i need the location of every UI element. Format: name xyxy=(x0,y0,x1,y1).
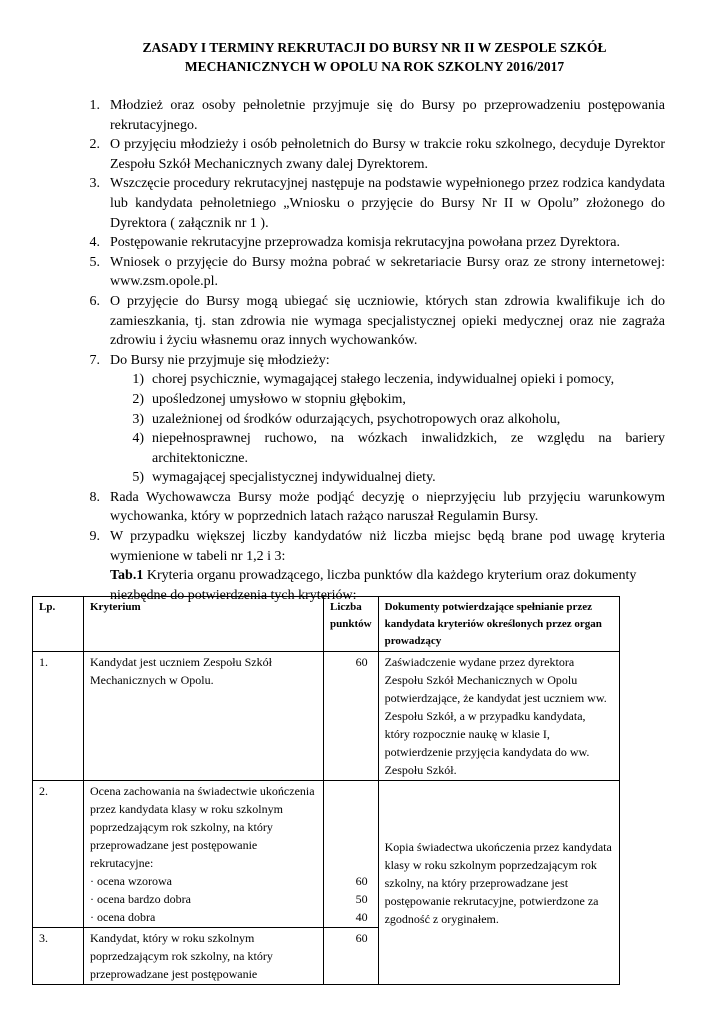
exclusion-text: niepełnosprawnej ruchowo, na wózkach inwalidzkich, ze względu na bariery architektoniczne. xyxy=(152,431,665,466)
exclusion-text: wymagającej specjalistycznej indywidualnej diety. xyxy=(152,470,436,486)
rule-item xyxy=(80,488,665,527)
title-line-1: ZASADY I TERMINY REKRUTACJI DO BURSY NR II W ZESPOLE SZKÓŁ xyxy=(142,40,607,55)
criteria-table xyxy=(32,596,620,985)
rule-number: 8. xyxy=(89,489,100,505)
exclusion-list xyxy=(110,370,665,488)
table-header-row xyxy=(33,597,620,652)
rule-item xyxy=(80,292,665,351)
table-row xyxy=(33,652,620,781)
grade-option: · ocena bardzo dobra xyxy=(90,892,191,906)
rule-text: Rada Wychowawcza Bursy może podjąć decyzję o nieprzyjęciu lub przyjęciu warunkowym wychowanka, który w poprzednich latach rażąco naruszał Regulamin Bursy. xyxy=(110,489,665,525)
title-line-2: MECHANICZNYCH W OPOLU NA ROK SZKOLNY 2016/2017 xyxy=(184,59,565,74)
exclusion-number: 2) xyxy=(132,391,144,407)
rule-item xyxy=(80,253,665,292)
rules-list xyxy=(80,96,665,566)
header-documents: Dokumenty potwierdzające spełnianie przez kandydata kryteriów określonych przez organ prowadzący xyxy=(378,597,619,652)
rule-number: 1. xyxy=(89,98,100,113)
rule-item xyxy=(80,135,665,174)
rule-number: 7. xyxy=(89,352,100,368)
header-criterion: Kryterium xyxy=(84,597,324,652)
rule-text: Wniosek o przyjęcie do Bursy można pobrać w sekretariacie Bursy oraz ze strony internetowej: www.zsm.opole.pl. xyxy=(110,254,665,290)
rule-item xyxy=(80,96,665,135)
grade-points: 50 xyxy=(355,892,368,906)
exclusion-text: upośledzonej umysłowo w stopniu głębokim, xyxy=(152,391,406,407)
exclusion-item xyxy=(110,429,665,468)
row-criterion: Kandydat jest uczniem Zespołu Szkół Mechanicznych w Opolu. xyxy=(84,652,324,781)
table-caption-label: Tab.1 xyxy=(110,568,144,584)
row-documents: Kopia świadectwa ukończenia przez kandydata klasy w roku szkolnym poprzedzającym rok szkolny, na który przeprowadzane jest postępowanie rekrutacyjne, potwierdzone za zgodność z oryginałem. xyxy=(378,781,619,985)
exclusion-item xyxy=(110,370,665,390)
exclusion-number: 5) xyxy=(132,470,144,486)
document-title xyxy=(72,38,677,76)
rule-text: Młodzież oraz osoby pełnoletnie przyjmuje się do Bursy po przeprowadzeniu postępowania rekrutacyjnego. xyxy=(110,98,665,133)
exclusion-item xyxy=(110,410,665,430)
rule-number: 4. xyxy=(89,235,100,251)
exclusion-text: uzależnionej od środków odurzających, psychotropowych oraz alkoholu, xyxy=(152,411,561,427)
grade-option: · ocena dobra xyxy=(90,910,156,924)
rule-item xyxy=(80,527,665,566)
rule-text: Postępowanie rekrutacyjne przeprowadza komisja rekrutacyjna powołana przez Dyrektora. xyxy=(110,235,621,251)
exclusion-number: 1) xyxy=(132,372,144,388)
exclusion-item xyxy=(110,390,665,410)
row-points: 60 xyxy=(324,652,379,781)
rule-text: W przypadku większej liczby kandydatów niż liczba miejsc będą brane pod uwagę kryteria wymienione w tabeli nr 1,2 i 3: xyxy=(110,529,665,564)
row-lp: 2. xyxy=(33,781,84,928)
grade-points: 40 xyxy=(355,910,368,924)
rule-text: Do Bursy nie przyjmuje się młodzieży: xyxy=(110,352,330,368)
row-criterion xyxy=(84,781,324,928)
rule-number: 5. xyxy=(89,254,100,270)
row-lp: 3. xyxy=(33,928,84,985)
exclusion-text: chorej psychicznie, wymagającej stałego leczenia, indywidualnej opieki i pomocy, xyxy=(152,372,615,388)
row-lp: 1. xyxy=(33,652,84,781)
row-points: 60 xyxy=(324,928,379,985)
rule-number: 9. xyxy=(89,529,100,545)
exclusion-item xyxy=(110,468,665,488)
row-criterion-text: Ocena zachowania na świadectwie ukończenia przez kandydata klasy w roku szkolnym poprzedzającym rok szkolny, na który przeprowadzane jest postępowanie rekrutacyjne: xyxy=(90,784,315,870)
rule-text: O przyjęciu młodzieży i osób pełnoletnich do Bursy w trakcie roku szkolnego, decyduje Dyrektor Zespołu Szkół Mechanicznych zwany dalej Dyrektorem. xyxy=(110,137,665,172)
rule-number: 6. xyxy=(89,293,100,309)
header-lp: Lp. xyxy=(33,597,84,652)
exclusion-number: 3) xyxy=(132,411,144,427)
row-criterion: Kandydat, który w roku szkolnym poprzedzającym rok szkolny, na który przeprowadzane jest postępowanie xyxy=(84,928,324,985)
rule-number: 2. xyxy=(89,137,100,153)
exclusion-number: 4) xyxy=(132,431,144,447)
rule-text: O przyjęcie do Bursy mogą ubiegać się uczniowie, których stan zdrowia kwalifikuje ich do zamieszkania, tj. stan zdrowia nie wymaga specjalistycznej opieki medycznej oraz nie zagraża zdrowiu i życiu własnemu oraz innych wychowanków. xyxy=(110,293,665,349)
rule-text: Wszczęcie procedury rekrutacyjnej następuje na podstawie wypełnionego przez rodzica kandydata lub kandydata pełnoletniego „Wniosku o przyjęcie do Bursy Nr II w Opolu” złożonego do Dyrektora ( załącznik nr 1 ). xyxy=(110,176,665,231)
header-points: Liczba punktów xyxy=(324,597,379,652)
rule-item xyxy=(80,174,665,233)
row-points xyxy=(324,781,379,928)
grade-points: 60 xyxy=(355,874,368,888)
grade-option: · ocena wzorowa xyxy=(90,874,172,888)
rule-item xyxy=(80,233,665,253)
rule-number: 3. xyxy=(89,176,100,192)
rule-item xyxy=(80,351,665,488)
row-documents: Zaświadczenie wydane przez dyrektora Zespołu Szkół Mechanicznych w Opolu potwierdzające, że kandydat jest uczniem ww. Zespołu Szkół, a w przypadku kandydata, który rozpocznie naukę w klasie I, potwierdzenie przyjęcia kandydata do ww. Zespołu Szkół. xyxy=(378,652,619,781)
table-caption-text: Kryteria organu prowadzącego, liczba punktów dla każdego kryterium oraz dokumenty niezbędne do potwierdzenia tych kryteriów: xyxy=(110,568,637,603)
table-row xyxy=(33,781,620,928)
